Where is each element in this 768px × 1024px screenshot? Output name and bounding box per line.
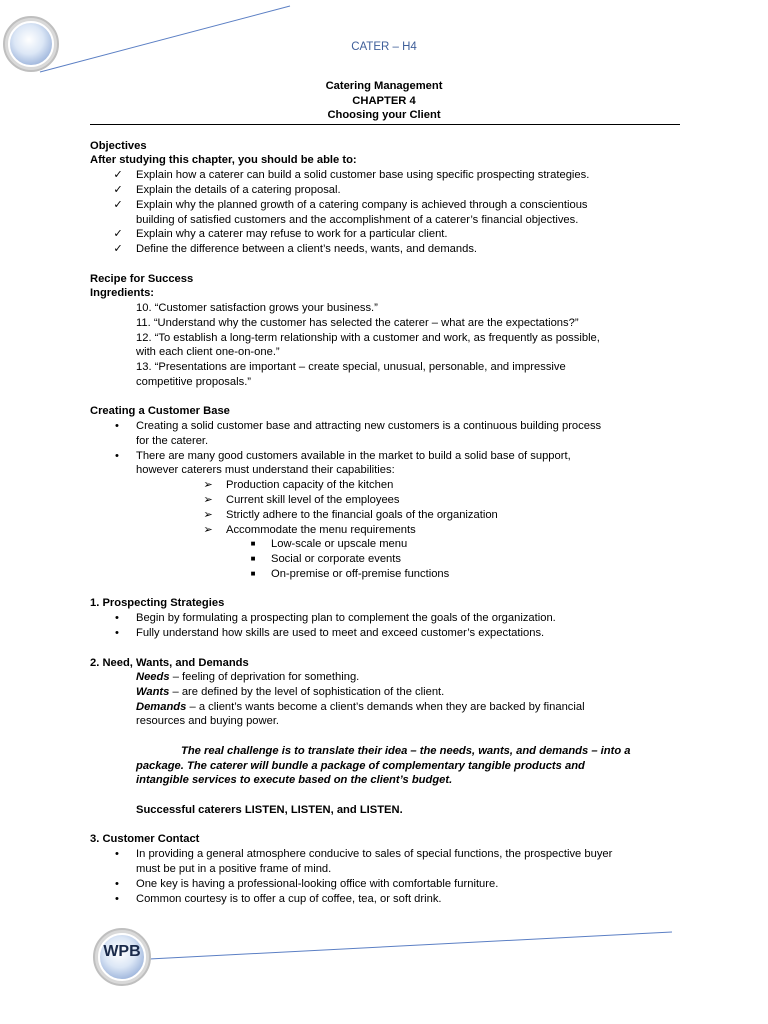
chapter-label: CHAPTER 4 <box>352 95 416 107</box>
challenge-text: package. The caterer will bundle a package of complementary tangible products and <box>136 760 585 772</box>
ingredient-line: 11. “Understand why the customer has selected the caterer – what are the expectations?” <box>136 317 579 329</box>
square-bullet-icon: ■ <box>250 554 256 563</box>
demands-definition <box>136 700 585 715</box>
contact-heading: 3. Customer Contact <box>90 833 200 845</box>
capability-item: Production capacity of the kitchen <box>226 479 394 491</box>
bullet-icon: • <box>115 627 119 639</box>
header-decor-line <box>40 6 290 72</box>
capability-item: Current skill level of the employees <box>226 494 400 506</box>
challenge-text: The real challenge is to translate their idea – the needs, wants, and demands – into a <box>181 745 631 757</box>
bullet-icon: • <box>115 848 119 860</box>
contact-item: One key is having a professional-looking office with comfortable furniture. <box>136 878 499 890</box>
objective-item: Explain how a caterer can build a solid customer base using specific prospecting strategies. <box>136 169 590 181</box>
challenge-text: intangible services to execute based on the client’s budget. <box>136 774 453 786</box>
needs-heading: 2. Need, Wants, and Demands <box>90 657 249 669</box>
bullet-icon: • <box>115 893 119 905</box>
chapter-title: Choosing your Client <box>327 109 441 121</box>
ingredient-line: 12. “To establish a long-term relationship with a customer and work, as frequently as possible, <box>136 332 600 344</box>
arrow-bullet-icon: ➢ <box>203 524 213 536</box>
check-icon: ✓ <box>113 243 123 255</box>
customer-base-heading: Creating a Customer Base <box>90 405 230 417</box>
menu-requirement-item: On-premise or off-premise functions <box>271 568 450 580</box>
ingredient-line: with each client one-on-one.” <box>136 346 280 358</box>
check-icon: ✓ <box>113 169 123 181</box>
footer-logo: WPB <box>103 943 141 960</box>
check-icon: ✓ <box>113 199 123 211</box>
objective-item: Explain the details of a catering proposal. <box>136 184 341 196</box>
arrow-bullet-icon: ➢ <box>203 494 213 506</box>
contact-item: Common courtesy is to offer a cup of coffee, tea, or soft drink. <box>136 893 442 905</box>
arrow-bullet-icon: ➢ <box>203 479 213 491</box>
square-bullet-icon: ■ <box>250 539 256 548</box>
customer-base-line: Creating a solid customer base and attracting new customers is a continuous building process <box>136 420 602 432</box>
prospecting-heading: 1. Prospecting Strategies <box>90 597 225 609</box>
contact-item-cont: must be put in a positive frame of mind. <box>136 863 332 875</box>
prospecting-item: Begin by formulating a prospecting plan to complement the goals of the organization. <box>136 612 556 624</box>
ingredient-line: 13. “Presentations are important – create special, unusual, personable, and impressive <box>136 361 566 373</box>
wants-term: Wants <box>136 686 170 698</box>
bullet-icon: • <box>115 420 119 432</box>
menu-requirement-item: Social or corporate events <box>271 553 401 565</box>
listen-statement: Successful caterers LISTEN, LISTEN, and LISTEN. <box>136 804 403 816</box>
check-icon: ✓ <box>113 184 123 196</box>
recipe-heading: Recipe for Success <box>90 273 194 285</box>
bullet-icon: • <box>115 450 119 462</box>
customer-base-line: There are many good customers available in the market to build a solid base of support, <box>136 450 571 462</box>
customer-base-line: however caterers must understand their capabilities: <box>136 464 395 476</box>
demands-definition-cont: resources and buying power. <box>136 715 280 727</box>
objectives-heading: Objectives <box>90 140 147 152</box>
contact-item: In providing a general atmosphere conducive to sales of special functions, the prospective buyer <box>136 848 613 860</box>
needs-text: – feeling of deprivation for something. <box>169 671 360 683</box>
ingredient-line: 10. “Customer satisfaction grows your business.” <box>136 302 378 314</box>
wants-text: – are defined by the level of sophistication of the client. <box>169 686 445 698</box>
footer-decor-line <box>130 932 672 960</box>
needs-definition <box>136 670 359 685</box>
title-divider <box>90 124 680 125</box>
objective-item: Explain why a caterer may refuse to work for a particular client. <box>136 228 448 240</box>
recipe-subheading: Ingredients: <box>90 287 155 299</box>
capability-item: Accommodate the menu requirements <box>226 524 416 536</box>
objective-item: Define the difference between a client’s needs, wants, and demands. <box>136 243 478 255</box>
demands-text: – a client’s wants become a client’s demands when they are backed by financial <box>186 701 585 713</box>
prospecting-item: Fully understand how skills are used to meet and exceed customer’s expectations. <box>136 627 545 639</box>
needs-term: Needs <box>136 671 170 683</box>
square-bullet-icon: ■ <box>250 569 256 578</box>
menu-requirement-item: Low-scale or upscale menu <box>271 538 408 550</box>
demands-term: Demands <box>136 701 187 713</box>
ingredient-line: competitive proposals.” <box>136 376 252 388</box>
customer-base-line: for the caterer. <box>136 435 209 447</box>
bullet-icon: • <box>115 612 119 624</box>
check-icon: ✓ <box>113 228 123 240</box>
wants-definition <box>136 685 444 700</box>
objectives-intro: After studying this chapter, you should be able to: <box>90 154 357 166</box>
arrow-bullet-icon: ➢ <box>203 509 213 521</box>
objective-item: Explain why the planned growth of a catering company is achieved through a conscientious <box>136 199 588 211</box>
objective-item-cont: building of satisfied customers and the accomplishment of a caterer’s financial objectives. <box>136 214 579 226</box>
doc-title: Catering Management <box>325 80 443 92</box>
capability-item: Strictly adhere to the financial goals of the organization <box>226 509 498 521</box>
header-code: CATER – H4 <box>351 41 417 53</box>
bullet-icon: • <box>115 878 119 890</box>
